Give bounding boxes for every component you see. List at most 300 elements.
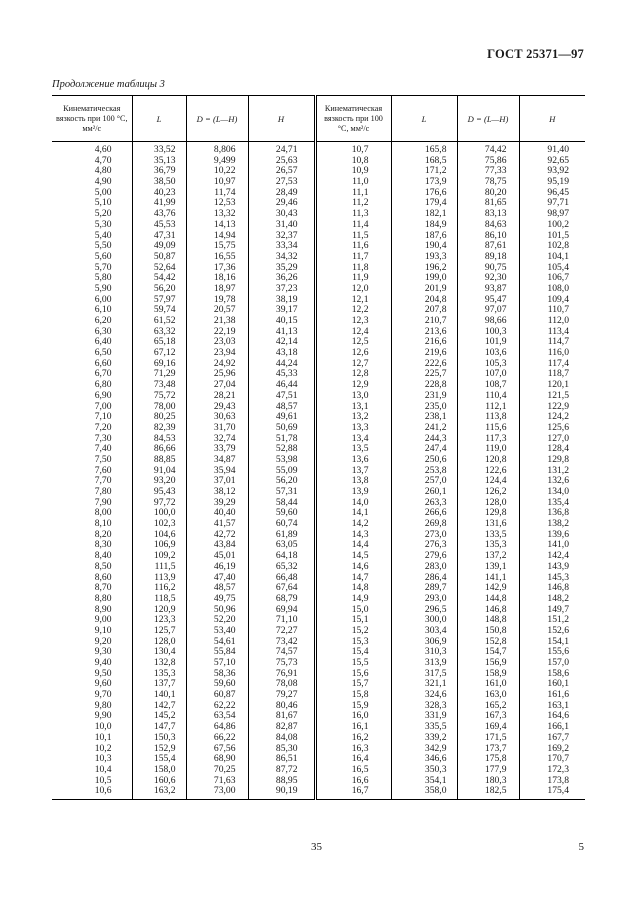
cell-l-right: 184,9 bbox=[391, 220, 457, 231]
cell-l-left: 38,50 bbox=[132, 177, 186, 188]
cell-viscosity-left: 6,70 bbox=[94, 368, 112, 380]
cell-l-right: 283,0 bbox=[391, 562, 457, 573]
cell-h-right: 121,5 bbox=[519, 391, 585, 402]
cell-l-left: 33,52 bbox=[132, 142, 186, 156]
cell-d-left: 58,36 bbox=[186, 669, 248, 680]
cell-viscosity-left: 6,10 bbox=[94, 304, 112, 316]
document-code: ГОСТ 25371—97 bbox=[487, 47, 584, 61]
cell-l-right: 303,4 bbox=[391, 626, 457, 637]
cell-h-left: 35,29 bbox=[248, 263, 315, 274]
cell-h-right: 157,0 bbox=[519, 658, 585, 669]
cell-viscosity-right: 16,0 bbox=[315, 711, 391, 722]
cell-h-right: 120,1 bbox=[519, 380, 585, 391]
cell-d-right: 119,0 bbox=[457, 444, 519, 455]
cell-d-right: 144,8 bbox=[457, 594, 519, 605]
cell-l-left: 120,9 bbox=[132, 605, 186, 616]
page-number: 35 bbox=[311, 841, 322, 853]
cell-l-left: 125,7 bbox=[132, 626, 186, 637]
cell-l-left: 54,42 bbox=[132, 273, 186, 284]
cell-viscosity-left: 9,40 bbox=[94, 657, 112, 668]
cell-h-left: 80,46 bbox=[248, 701, 315, 712]
cell-d-right: 74,42 bbox=[457, 142, 519, 156]
cell-viscosity-right: 16,1 bbox=[315, 722, 391, 733]
cell-viscosity-left: 6,80 bbox=[94, 379, 112, 391]
cell-l-left: 111,5 bbox=[132, 562, 186, 573]
cell-l-right: 179,4 bbox=[391, 198, 457, 209]
cell-h-right: 110,7 bbox=[519, 305, 585, 316]
cell-h-right: 139,6 bbox=[519, 530, 585, 541]
cell-h-left: 67,64 bbox=[248, 583, 315, 594]
cell-d-left: 70,25 bbox=[186, 765, 248, 776]
cell-viscosity-left: 8,20 bbox=[94, 528, 112, 540]
cell-h-right: 113,4 bbox=[519, 327, 585, 338]
cell-h-right: 132,6 bbox=[519, 476, 585, 487]
cell-h-left: 34,32 bbox=[248, 252, 315, 263]
cell-h-right: 98,97 bbox=[519, 209, 585, 220]
cell-viscosity-right: 12,7 bbox=[315, 359, 391, 370]
cell-l-right: 331,9 bbox=[391, 711, 457, 722]
cell-d-right: 77,33 bbox=[457, 166, 519, 177]
header-l-left: L bbox=[132, 96, 186, 142]
cell-d-right: 146,8 bbox=[457, 605, 519, 616]
cell-l-right: 176,6 bbox=[391, 188, 457, 199]
cell-d-right: 83,13 bbox=[457, 209, 519, 220]
cell-viscosity-left: 5,50 bbox=[94, 240, 112, 252]
cell-d-left: 43,84 bbox=[186, 540, 248, 551]
cell-d-right: 175,8 bbox=[457, 754, 519, 765]
cell-h-left: 44,24 bbox=[248, 359, 315, 370]
cell-viscosity-right: 11,9 bbox=[315, 273, 391, 284]
cell-viscosity-left: 7,40 bbox=[94, 443, 112, 455]
cell-viscosity-right: 11,2 bbox=[315, 198, 391, 209]
cell-viscosity-left: 6,60 bbox=[94, 357, 112, 369]
cell-h-right: 154,1 bbox=[519, 637, 585, 648]
cell-d-left: 62,22 bbox=[186, 701, 248, 712]
cell-d-right: 87,61 bbox=[457, 241, 519, 252]
cell-viscosity-left: 10,5 bbox=[94, 774, 112, 786]
cell-h-right: 167,7 bbox=[519, 733, 585, 744]
cell-l-left: 41,99 bbox=[132, 198, 186, 209]
viscosity-table bbox=[52, 95, 585, 800]
cell-h-left: 71,10 bbox=[248, 615, 315, 626]
cell-viscosity-left: 9,70 bbox=[94, 689, 112, 701]
cell-viscosity-left: 4,80 bbox=[94, 165, 112, 177]
cell-d-right: 163,0 bbox=[457, 690, 519, 701]
cell-l-left: 135,3 bbox=[132, 669, 186, 680]
cell-d-left: 14,13 bbox=[186, 220, 248, 231]
cell-viscosity-left: 9,50 bbox=[94, 667, 112, 679]
cell-l-left: 102,3 bbox=[132, 519, 186, 530]
cell-h-right: 164,6 bbox=[519, 711, 585, 722]
cell-h-right: 114,7 bbox=[519, 337, 585, 348]
cell-viscosity-left: 7,10 bbox=[94, 411, 112, 423]
cell-h-right: 170,7 bbox=[519, 754, 585, 765]
cell-d-left: 38,12 bbox=[186, 487, 248, 498]
cell-l-right: 317,5 bbox=[391, 669, 457, 680]
cell-l-left: 47,31 bbox=[132, 231, 186, 242]
cell-h-left: 73,42 bbox=[248, 637, 315, 648]
cell-l-left: 78,00 bbox=[132, 402, 186, 413]
cell-l-right: 306,9 bbox=[391, 637, 457, 648]
cell-viscosity-left: 9,80 bbox=[94, 699, 112, 711]
cell-l-left: 147,7 bbox=[132, 722, 186, 733]
cell-viscosity-right: 11,8 bbox=[315, 263, 391, 274]
cell-viscosity-right: 12,3 bbox=[315, 316, 391, 327]
cell-d-right: 171,5 bbox=[457, 733, 519, 744]
cell-d-right: 158,9 bbox=[457, 669, 519, 680]
cell-viscosity-right: 10,9 bbox=[315, 166, 391, 177]
cell-d-left: 12,53 bbox=[186, 198, 248, 209]
cell-viscosity-left: 10,3 bbox=[94, 753, 112, 765]
cell-h-left: 26,57 bbox=[248, 166, 315, 177]
cell-l-left: 45,53 bbox=[132, 220, 186, 231]
cell-l-right: 190,4 bbox=[391, 241, 457, 252]
cell-d-left: 17,36 bbox=[186, 263, 248, 274]
cell-viscosity-left: 4,90 bbox=[94, 176, 112, 188]
cell-l-right: 339,2 bbox=[391, 733, 457, 744]
cell-d-right: 86,10 bbox=[457, 231, 519, 242]
cell-d-left: 10,97 bbox=[186, 177, 248, 188]
cell-h-left: 40,15 bbox=[248, 316, 315, 327]
cell-h-left: 85,30 bbox=[248, 744, 315, 755]
cell-d-right: 93,87 bbox=[457, 284, 519, 295]
cell-h-right: 129,8 bbox=[519, 455, 585, 466]
cell-d-left: 16,55 bbox=[186, 252, 248, 263]
cell-h-left: 29,46 bbox=[248, 198, 315, 209]
cell-h-left: 53,98 bbox=[248, 455, 315, 466]
cell-h-right: 161,6 bbox=[519, 690, 585, 701]
cell-l-left: 132,8 bbox=[132, 658, 186, 669]
cell-viscosity-right: 12,8 bbox=[315, 369, 391, 380]
cell-d-right: 81,65 bbox=[457, 198, 519, 209]
cell-l-left: 100,0 bbox=[132, 508, 186, 519]
cell-viscosity-right: 12,6 bbox=[315, 348, 391, 359]
cell-h-left: 49,61 bbox=[248, 412, 315, 423]
cell-l-right: 313,9 bbox=[391, 658, 457, 669]
cell-h-left: 41,13 bbox=[248, 327, 315, 338]
cell-d-right: 89,18 bbox=[457, 252, 519, 263]
cell-viscosity-left: 6,40 bbox=[94, 336, 112, 348]
cell-d-right: 92,30 bbox=[457, 273, 519, 284]
cell-d-right: 97,07 bbox=[457, 305, 519, 316]
cell-h-left: 84,08 bbox=[248, 733, 315, 744]
cell-d-right: 173,7 bbox=[457, 744, 519, 755]
cell-viscosity-right: 12,4 bbox=[315, 327, 391, 338]
cell-h-left: 59,60 bbox=[248, 508, 315, 519]
cell-d-left: 42,72 bbox=[186, 530, 248, 541]
cell-h-right: 160,1 bbox=[519, 679, 585, 690]
cell-h-left: 81,67 bbox=[248, 711, 315, 722]
cell-viscosity-right: 10,7 bbox=[315, 142, 391, 156]
cell-l-right: 193,3 bbox=[391, 252, 457, 263]
cell-h-right: 108,0 bbox=[519, 284, 585, 295]
cell-viscosity-left: 10,4 bbox=[94, 763, 112, 775]
cell-d-right: 150,8 bbox=[457, 626, 519, 637]
cell-d-right: 110,4 bbox=[457, 391, 519, 402]
cell-viscosity-right: 13,7 bbox=[315, 466, 391, 477]
cell-d-right: 148,8 bbox=[457, 615, 519, 626]
cell-d-right: 112,1 bbox=[457, 402, 519, 413]
cell-viscosity-left: 5,10 bbox=[94, 197, 112, 209]
cell-l-right: 276,3 bbox=[391, 540, 457, 551]
cell-viscosity-right: 16,4 bbox=[315, 754, 391, 765]
cell-d-left: 23,94 bbox=[186, 348, 248, 359]
cell-l-right: 216,6 bbox=[391, 337, 457, 348]
cell-d-left: 8,806 bbox=[186, 142, 248, 156]
cell-h-right: 95,19 bbox=[519, 177, 585, 188]
cell-viscosity-right: 11,6 bbox=[315, 241, 391, 252]
table-header-row bbox=[52, 96, 585, 142]
cell-viscosity-left: 7,30 bbox=[94, 432, 112, 444]
cell-l-right: 182,1 bbox=[391, 209, 457, 220]
cell-viscosity-left: 6,30 bbox=[94, 325, 112, 337]
cell-d-left: 47,40 bbox=[186, 573, 248, 584]
cell-l-left: 40,23 bbox=[132, 188, 186, 199]
cell-h-right: 142,4 bbox=[519, 551, 585, 562]
cell-d-left: 49,75 bbox=[186, 594, 248, 605]
cell-l-left: 65,18 bbox=[132, 337, 186, 348]
cell-d-left: 22,19 bbox=[186, 327, 248, 338]
cell-l-left: 36,79 bbox=[132, 166, 186, 177]
cell-d-left: 28,21 bbox=[186, 391, 248, 402]
cell-l-right: 247,4 bbox=[391, 444, 457, 455]
cell-l-left: 82,39 bbox=[132, 423, 186, 434]
cell-l-right: 244,3 bbox=[391, 434, 457, 445]
sheet-number: 5 bbox=[578, 841, 584, 853]
cell-l-left: 73,48 bbox=[132, 380, 186, 391]
cell-h-right: 158,6 bbox=[519, 669, 585, 680]
cell-viscosity-left: 8,00 bbox=[94, 507, 112, 519]
cell-d-right: 180,3 bbox=[457, 776, 519, 787]
cell-l-right: 293,0 bbox=[391, 594, 457, 605]
cell-l-left: 56,20 bbox=[132, 284, 186, 295]
cell-viscosity-left: 5,20 bbox=[94, 208, 112, 220]
cell-d-right: 126,2 bbox=[457, 487, 519, 498]
header-l-right: L bbox=[391, 96, 457, 142]
cell-viscosity-right: 14,3 bbox=[315, 530, 391, 541]
cell-l-left: 52,64 bbox=[132, 263, 186, 274]
cell-viscosity-left: 10,1 bbox=[94, 731, 112, 743]
cell-l-left: 88,85 bbox=[132, 455, 186, 466]
cell-l-right: 250,6 bbox=[391, 455, 457, 466]
cell-l-right: 241,2 bbox=[391, 423, 457, 434]
cell-l-right: 253,8 bbox=[391, 466, 457, 477]
cell-h-left: 42,14 bbox=[248, 337, 315, 348]
cell-viscosity-left: 9,20 bbox=[94, 635, 112, 647]
cell-h-left: 38,19 bbox=[248, 295, 315, 306]
cell-d-right: 117,3 bbox=[457, 434, 519, 445]
cell-h-left: 27,53 bbox=[248, 177, 315, 188]
cell-l-right: 269,8 bbox=[391, 519, 457, 530]
cell-viscosity-right: 14,6 bbox=[315, 562, 391, 573]
cell-h-right: 148,2 bbox=[519, 594, 585, 605]
cell-d-left: 30,63 bbox=[186, 412, 248, 423]
cell-h-right: 155,6 bbox=[519, 647, 585, 658]
cell-d-right: 133,5 bbox=[457, 530, 519, 541]
cell-viscosity-right: 15,5 bbox=[315, 658, 391, 669]
cell-h-right: 112,0 bbox=[519, 316, 585, 327]
cell-h-left: 47,51 bbox=[248, 391, 315, 402]
cell-viscosity-left: 9,00 bbox=[94, 614, 112, 626]
cell-h-left: 37,23 bbox=[248, 284, 315, 295]
cell-viscosity-right: 11,3 bbox=[315, 209, 391, 220]
cell-h-left: 39,17 bbox=[248, 305, 315, 316]
cell-l-left: 61,52 bbox=[132, 316, 186, 327]
cell-d-left: 67,56 bbox=[186, 744, 248, 755]
cell-d-left: 10,22 bbox=[186, 166, 248, 177]
cell-h-left: 82,87 bbox=[248, 722, 315, 733]
cell-h-right: 102,8 bbox=[519, 241, 585, 252]
cell-viscosity-right: 13,6 bbox=[315, 455, 391, 466]
cell-h-right: 173,8 bbox=[519, 776, 585, 787]
cell-d-right: 105,3 bbox=[457, 359, 519, 370]
cell-h-right: 131,2 bbox=[519, 466, 585, 477]
cell-h-right: 149,7 bbox=[519, 605, 585, 616]
cell-l-right: 260,1 bbox=[391, 487, 457, 498]
cell-viscosity-left: 7,20 bbox=[94, 421, 112, 433]
cell-d-right: 95,47 bbox=[457, 295, 519, 306]
cell-l-right: 210,7 bbox=[391, 316, 457, 327]
cell-l-left: 86,66 bbox=[132, 444, 186, 455]
cell-h-left: 68,79 bbox=[248, 594, 315, 605]
cell-viscosity-left: 8,70 bbox=[94, 582, 112, 594]
cell-d-left: 73,00 bbox=[186, 786, 248, 799]
table-row bbox=[52, 765, 585, 776]
cell-l-right: 171,2 bbox=[391, 166, 457, 177]
cell-h-right: 109,4 bbox=[519, 295, 585, 306]
cell-l-left: 145,2 bbox=[132, 711, 186, 722]
cell-viscosity-right: 11,1 bbox=[315, 188, 391, 199]
cell-l-left: 155,4 bbox=[132, 754, 186, 765]
cell-viscosity-left: 5,70 bbox=[94, 261, 112, 273]
cell-h-left: 74,57 bbox=[248, 647, 315, 658]
cell-d-left: 37,01 bbox=[186, 476, 248, 487]
cell-h-right: 136,8 bbox=[519, 508, 585, 519]
cell-d-right: 84,63 bbox=[457, 220, 519, 231]
cell-h-right: 93,92 bbox=[519, 166, 585, 177]
cell-h-left: 72,27 bbox=[248, 626, 315, 637]
viscosity-table-container bbox=[52, 95, 585, 800]
cell-h-right: 152,6 bbox=[519, 626, 585, 637]
cell-l-right: 263,3 bbox=[391, 498, 457, 509]
cell-viscosity-left: 8,90 bbox=[94, 603, 112, 615]
cell-l-left: 137,7 bbox=[132, 679, 186, 690]
cell-viscosity-left: 6,50 bbox=[94, 347, 112, 359]
cell-h-left: 25,63 bbox=[248, 156, 315, 167]
cell-viscosity-right: 16,6 bbox=[315, 776, 391, 787]
cell-viscosity-left: 7,50 bbox=[94, 453, 112, 465]
cell-h-right: 105,4 bbox=[519, 263, 585, 274]
header-h-left: H bbox=[248, 96, 315, 142]
cell-d-right: 139,1 bbox=[457, 562, 519, 573]
cell-d-right: 120,8 bbox=[457, 455, 519, 466]
cell-h-left: 50,69 bbox=[248, 423, 315, 434]
cell-h-right: 104,1 bbox=[519, 252, 585, 263]
cell-d-left: 54,61 bbox=[186, 637, 248, 648]
cell-h-right: 124,2 bbox=[519, 412, 585, 423]
cell-viscosity-right: 15,7 bbox=[315, 679, 391, 690]
table-row bbox=[52, 220, 585, 231]
cell-viscosity-left: 7,70 bbox=[94, 475, 112, 487]
cell-l-left: 91,04 bbox=[132, 466, 186, 477]
cell-l-right: 196,2 bbox=[391, 263, 457, 274]
cell-h-left: 43,18 bbox=[248, 348, 315, 359]
cell-l-left: 71,29 bbox=[132, 369, 186, 380]
header-d-right: D = (L—H) bbox=[457, 96, 519, 142]
cell-viscosity-right: 12,2 bbox=[315, 305, 391, 316]
cell-d-right: 167,3 bbox=[457, 711, 519, 722]
cell-l-right: 279,6 bbox=[391, 551, 457, 562]
cell-l-right: 300,0 bbox=[391, 615, 457, 626]
cell-d-left: 48,57 bbox=[186, 583, 248, 594]
cell-l-left: 104,6 bbox=[132, 530, 186, 541]
cell-d-left: 21,38 bbox=[186, 316, 248, 327]
table-row bbox=[52, 786, 585, 799]
cell-h-right: 146,8 bbox=[519, 583, 585, 594]
cell-l-right: 213,6 bbox=[391, 327, 457, 338]
cell-l-left: 63,32 bbox=[132, 327, 186, 338]
cell-l-left: 158,0 bbox=[132, 765, 186, 776]
cell-h-right: 163,1 bbox=[519, 701, 585, 712]
cell-viscosity-left: 4,70 bbox=[94, 154, 112, 166]
cell-l-left: 116,2 bbox=[132, 583, 186, 594]
cell-d-right: 90,75 bbox=[457, 263, 519, 274]
cell-l-left: 109,2 bbox=[132, 551, 186, 562]
cell-d-left: 63,54 bbox=[186, 711, 248, 722]
cell-viscosity-right: 14,8 bbox=[315, 583, 391, 594]
cell-h-right: 125,6 bbox=[519, 423, 585, 434]
cell-viscosity-left: 4,60 bbox=[94, 144, 112, 155]
cell-viscosity-right: 15,9 bbox=[315, 701, 391, 712]
cell-l-right: 225,7 bbox=[391, 369, 457, 380]
cell-h-left: 28,49 bbox=[248, 188, 315, 199]
cell-viscosity-left: 8,40 bbox=[94, 550, 112, 562]
cell-viscosity-left: 5,00 bbox=[94, 186, 112, 198]
cell-d-right: 78,75 bbox=[457, 177, 519, 188]
cell-d-right: 131,6 bbox=[457, 519, 519, 530]
cell-h-left: 31,40 bbox=[248, 220, 315, 231]
cell-d-left: 35,94 bbox=[186, 466, 248, 477]
cell-d-right: 100,3 bbox=[457, 327, 519, 338]
cell-viscosity-right: 14,2 bbox=[315, 519, 391, 530]
cell-l-right: 207,8 bbox=[391, 305, 457, 316]
cell-viscosity-right: 15,8 bbox=[315, 690, 391, 701]
cell-d-left: 13,32 bbox=[186, 209, 248, 220]
cell-h-left: 79,27 bbox=[248, 690, 315, 701]
cell-d-left: 68,90 bbox=[186, 754, 248, 765]
table-row bbox=[52, 391, 585, 402]
cell-l-right: 173,9 bbox=[391, 177, 457, 188]
cell-viscosity-right: 11,4 bbox=[315, 220, 391, 231]
cell-d-left: 20,57 bbox=[186, 305, 248, 316]
cell-viscosity-right: 13,1 bbox=[315, 402, 391, 413]
cell-viscosity-left: 5,60 bbox=[94, 250, 112, 262]
cell-viscosity-right: 16,2 bbox=[315, 733, 391, 744]
cell-l-left: 113,9 bbox=[132, 573, 186, 584]
cell-viscosity-right: 11,7 bbox=[315, 252, 391, 263]
cell-viscosity-right: 12,9 bbox=[315, 380, 391, 391]
cell-viscosity-right: 13,0 bbox=[315, 391, 391, 402]
table-row bbox=[52, 594, 585, 605]
cell-d-left: 40,40 bbox=[186, 508, 248, 519]
cell-h-left: 52,88 bbox=[248, 444, 315, 455]
cell-l-right: 228,8 bbox=[391, 380, 457, 391]
cell-h-left: 66,48 bbox=[248, 573, 315, 584]
cell-viscosity-left: 10,0 bbox=[94, 721, 112, 733]
cell-d-left: 53,40 bbox=[186, 626, 248, 637]
cell-d-left: 59,60 bbox=[186, 679, 248, 690]
cell-l-left: 49,09 bbox=[132, 241, 186, 252]
